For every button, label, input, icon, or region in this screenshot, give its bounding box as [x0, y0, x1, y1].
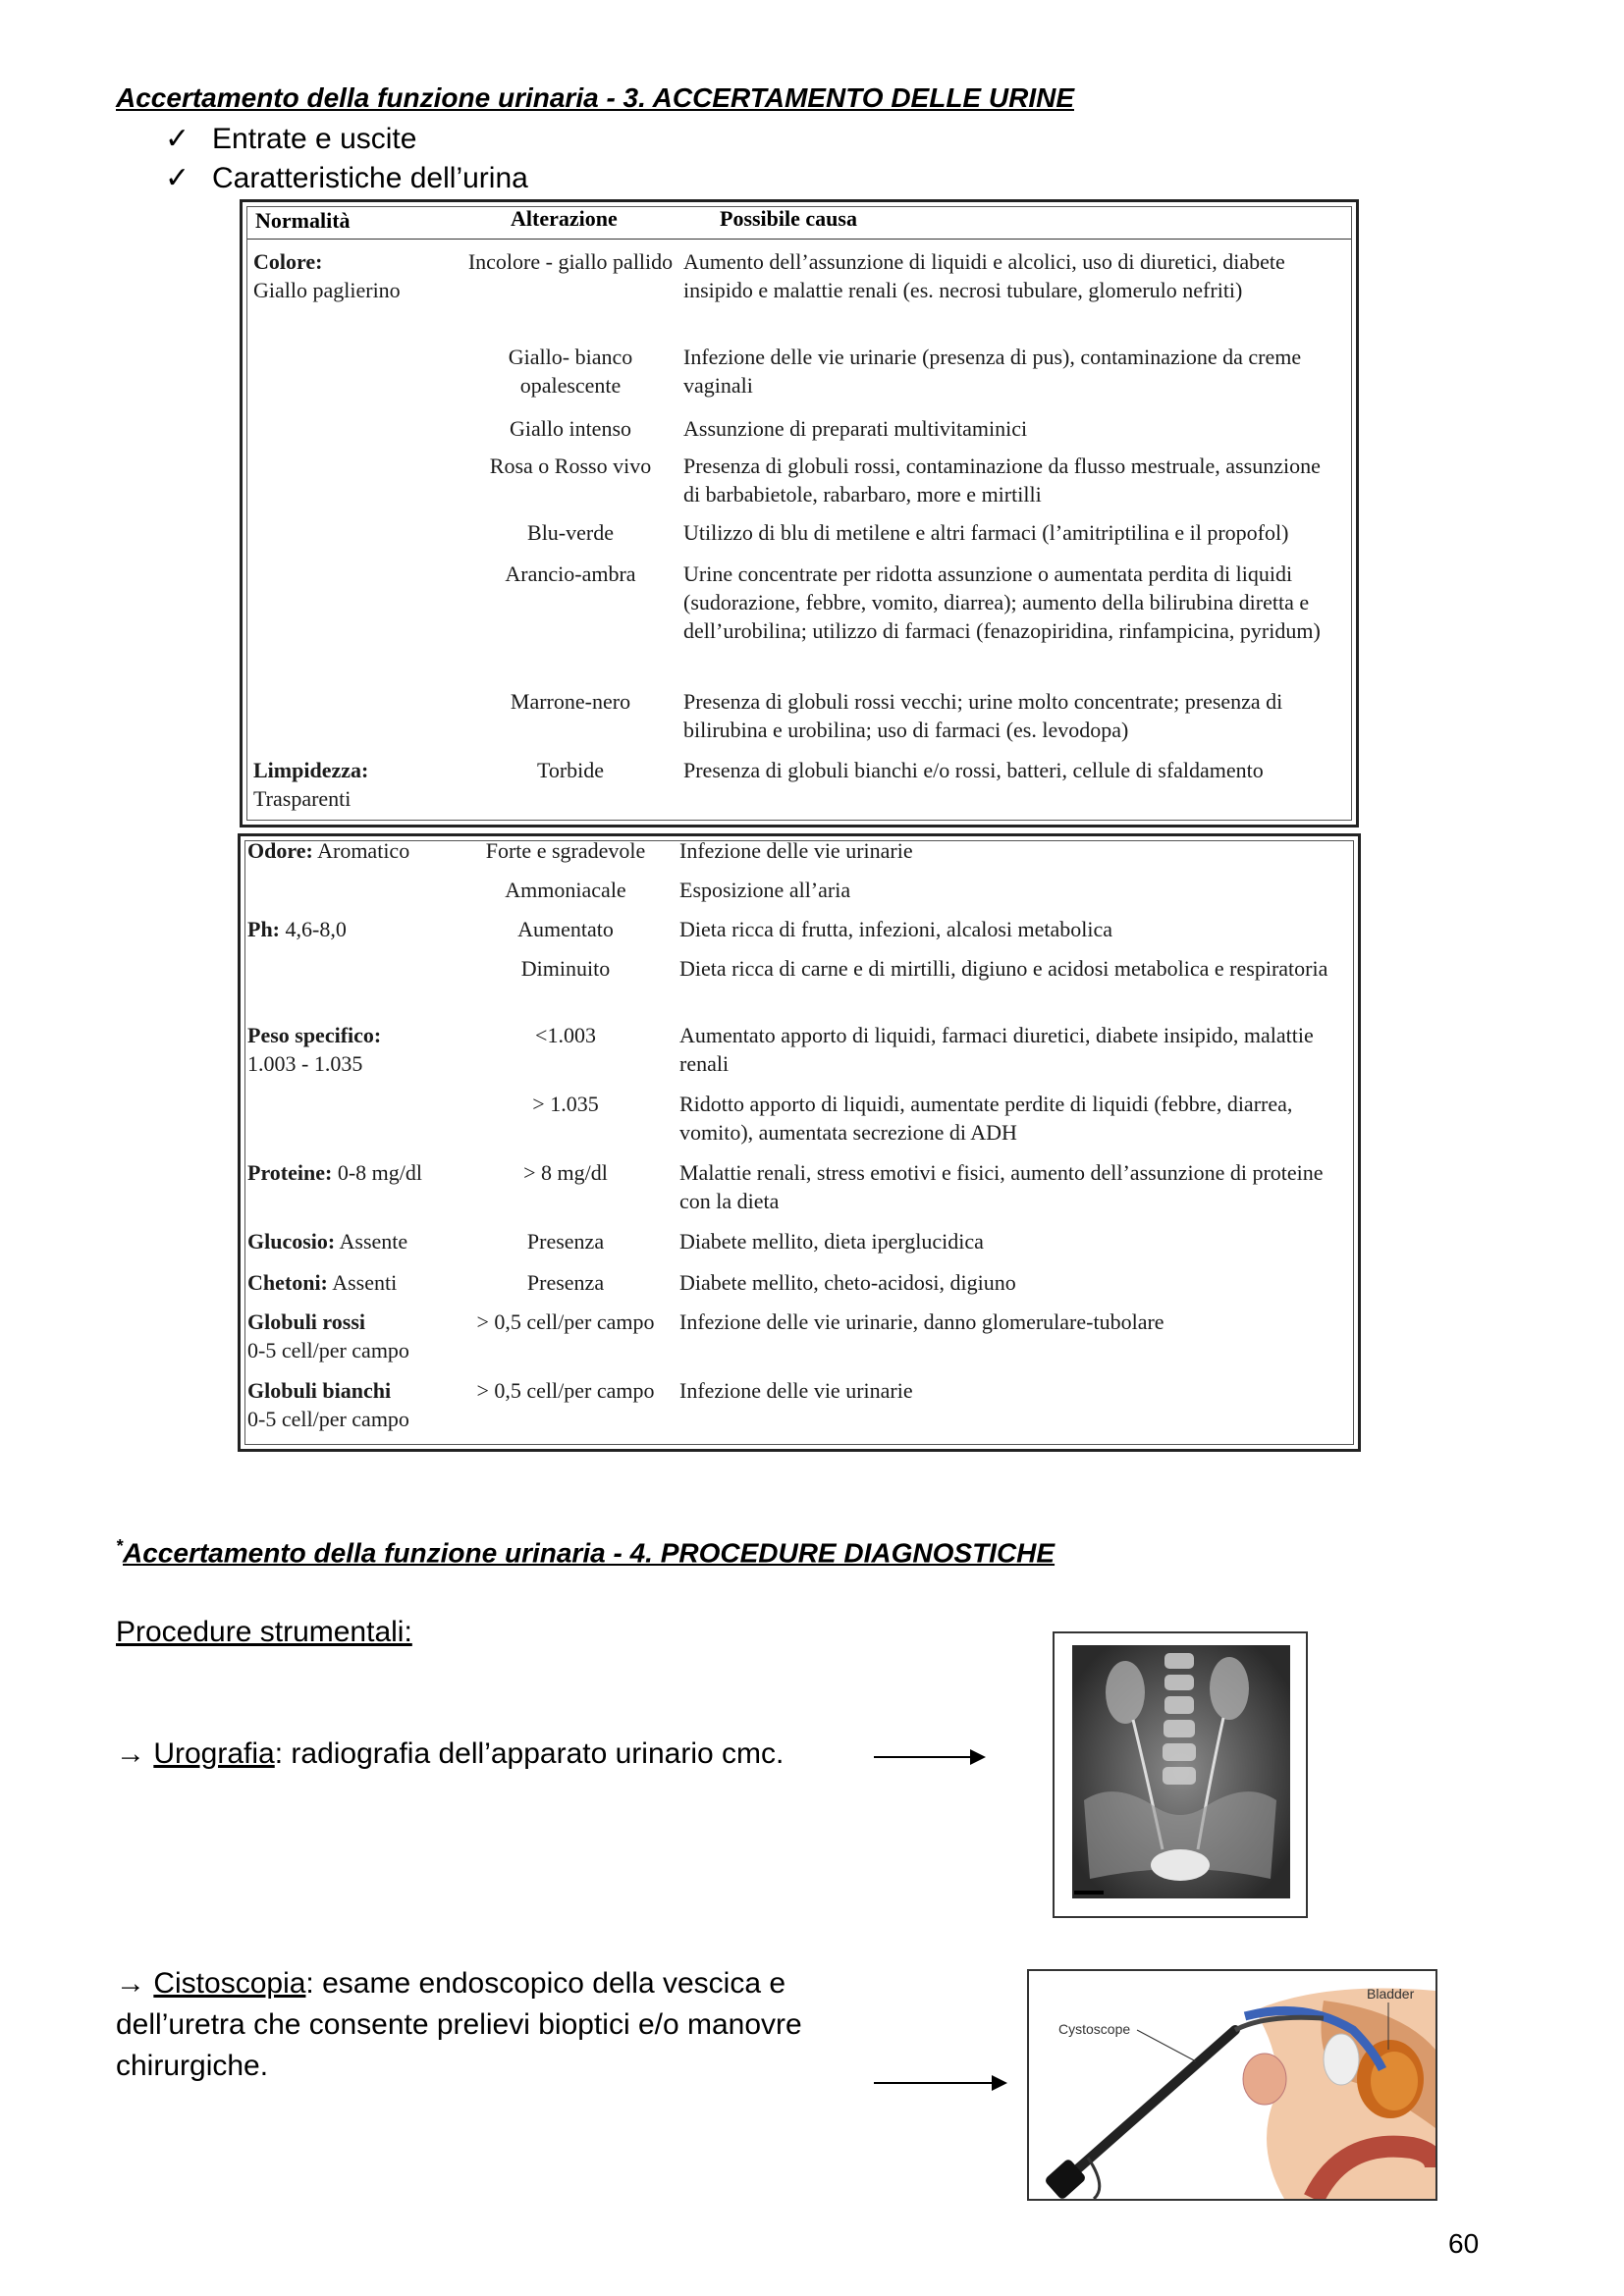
normality-cell	[253, 247, 450, 304]
alteration-cell: Giallo intenso	[509, 416, 632, 441]
bullet-item	[165, 122, 416, 156]
section-3-title: Accertamento della funzione urinaria - 3. ACCERTAMENTO DELLE URINE	[116, 82, 1074, 113]
cistoscopia-desc-1: : esame endoscopico della vescica e	[305, 1967, 786, 2000]
arrow-right-icon: →	[116, 1967, 145, 2000]
header-alterazione: Alterazione	[511, 206, 618, 231]
cystoscopy-illustration	[1029, 1971, 1435, 2199]
cause-cell: Aumentato apporto di liquidi, farmaci diuretici, diabete insipido, malattie renali	[679, 1023, 1314, 1076]
bullet-item	[165, 161, 528, 195]
urography-xray-image	[1053, 1631, 1308, 1918]
arrow-right-icon	[970, 1749, 986, 1765]
cistoscopia-desc-2: dell’uretra che consente prelievi bioptici e/o manovre	[116, 2008, 802, 2041]
section-4-title: Accertamento della funzione urinaria - 4. PROCEDURE DIAGNOSTICHE	[123, 1537, 1056, 1569]
cause-cell: Dieta ricca di carne e di mirtilli, digiuno e acidosi metabolica e respiratoria	[679, 956, 1328, 981]
cause-cell: Diabete mellito, cheto-acidosi, digiuno	[679, 1270, 1016, 1295]
checkmark-icon: ✓	[165, 123, 190, 155]
normality-label: Globuli bianchi	[247, 1378, 392, 1403]
normality-value: 0-5 cell/per campo	[247, 1338, 409, 1362]
alteration-cell: Marrone-nero	[510, 689, 631, 714]
normality-label: Glucosio:	[247, 1229, 336, 1254]
cause-cell: Utilizzo di blu di metilene e altri farmaci (l’amitriptilina e il propofol)	[683, 520, 1289, 545]
normality-cell	[247, 836, 454, 865]
header-divider	[247, 239, 1351, 240]
bullet-text: Entrate e uscite	[212, 123, 417, 155]
normality-value: Giallo paglierino	[253, 278, 401, 302]
normality-value: 0-8 mg/dl	[337, 1160, 423, 1185]
normality-label: Chetoni:	[247, 1270, 328, 1295]
cause-cell: Presenza di globuli rossi vecchi; urine molto concentrate; presenza di bilirubina e urobilina; uso di farmaci (es. levodopa)	[683, 689, 1283, 742]
normality-value: 0-5 cell/per campo	[247, 1407, 409, 1431]
alteration-cell: Ammoniacale	[505, 878, 626, 902]
urografia-desc: : radiografia dell’apparato urinario cmc.	[274, 1737, 785, 1770]
cause-cell: Presenza di globuli bianchi e/o rossi, batteri, cellule di sfaldamento	[683, 758, 1264, 782]
alteration-cell: Arancio-ambra	[505, 561, 636, 586]
cause-cell: Urine concentrate per ridotta assunzione o aumentata perdita di liquidi (sudorazione, febbre, vomito, diarrea); aumento della bilirubina diretta e dell’urobilina; utilizzo di farmaci (fenazopiridina, rinfampicina, pyridum)	[683, 561, 1321, 643]
alteration-cell: Incolore - giallo pallido	[467, 249, 674, 274]
alteration-cell: Presenza	[526, 1270, 605, 1295]
normality-value: Assente	[339, 1229, 408, 1254]
normality-label: Colore:	[253, 249, 323, 274]
alteration-cell: > 0,5 cell/per campo	[476, 1378, 655, 1403]
cause-cell: Diabete mellito, dieta iperglucidica	[679, 1229, 984, 1254]
normality-label: Proteine:	[247, 1160, 333, 1185]
page-number: 60	[1448, 2228, 1480, 2259]
alteration-cell: <1.003	[535, 1023, 596, 1047]
normality-cell	[253, 756, 450, 813]
normality-cell	[247, 1158, 454, 1187]
bladder-label: Bladder	[1367, 1986, 1415, 2002]
cause-cell: Assunzione di preparati multivitaminici	[683, 416, 1028, 441]
cystoscopy-illustration-image	[1027, 1969, 1437, 2201]
normality-label: Limpidezza:	[253, 758, 369, 782]
arrow-right-icon: →	[116, 1737, 145, 1770]
header-possibile-causa: Possibile causa	[720, 206, 857, 231]
section-4-title-wrapper	[116, 1536, 1055, 1569]
normality-cell	[247, 1308, 454, 1364]
alteration-cell: Diminuito	[520, 956, 611, 981]
normality-cell	[247, 1021, 454, 1078]
cause-cell: Aumento dell’assunzione di liquidi e alcolici, uso di diuretici, diabete insipido e malattie renali (es. necrosi tubulare, glomerulo nefriti)	[683, 249, 1285, 302]
cause-cell: Infezione delle vie urinarie	[679, 838, 913, 863]
alteration-cell: Presenza	[526, 1229, 605, 1254]
normality-value: Assenti	[332, 1270, 398, 1295]
normality-value: 1.003 - 1.035	[247, 1051, 363, 1076]
urografia-line	[116, 1734, 784, 1775]
urografia-pointer-line	[874, 1756, 972, 1758]
cause-cell: Infezione delle vie urinarie, danno glomerulare-tubolare	[679, 1309, 1164, 1334]
procedures-subtitle: Procedure strumentali:	[116, 1616, 412, 1648]
checkmark-icon: ✓	[165, 162, 190, 194]
normality-label: Ph:	[247, 917, 280, 941]
normality-cell	[247, 1227, 454, 1255]
normality-label: Peso specifico:	[247, 1023, 382, 1047]
alteration-cell: Blu-verde	[527, 520, 614, 545]
footnote-star: *	[116, 1536, 124, 1556]
bullet-text: Caratteristiche dell’urina	[212, 162, 528, 194]
normality-label: Odore:	[247, 838, 313, 863]
alteration-cell: Forte e sgradevole	[485, 838, 646, 863]
normality-cell	[247, 1376, 454, 1433]
cistoscopia-line-1	[116, 1963, 785, 2004]
cause-cell: Esposizione all’aria	[679, 878, 851, 902]
alteration-cell: Rosa o Rosso vivo	[489, 454, 652, 478]
cause-cell: Malattie renali, stress emotivi e fisici, aumento dell’assunzione di proteine con la dieta	[679, 1160, 1324, 1213]
alteration-cell: Giallo- bianco opalescente	[508, 345, 633, 398]
xray-illustration	[1055, 1633, 1306, 1916]
cystoscope-label: Cystoscope	[1058, 2021, 1131, 2037]
normality-cell	[247, 915, 454, 943]
alteration-cell: > 8 mg/dl	[523, 1160, 608, 1185]
alteration-cell: > 1.035	[532, 1092, 599, 1116]
normality-value: 4,6-8,0	[285, 917, 347, 941]
alteration-cell: Aumentato	[517, 917, 614, 941]
header-normalita: Normalità	[255, 208, 351, 233]
cistoscopia-term: Cistoscopia	[153, 1967, 306, 2000]
cistoscopia-pointer-line	[874, 2082, 994, 2084]
normality-value: Aromatico	[317, 838, 410, 863]
alteration-cell: > 0,5 cell/per campo	[476, 1309, 655, 1334]
alteration-cell: Torbide	[536, 758, 605, 782]
cause-cell: Dieta ricca di frutta, infezioni, alcalosi metabolica	[679, 917, 1113, 941]
cause-cell: Ridotto apporto di liquidi, aumentate perdite di liquidi (febbre, diarrea, vomito), aumentata secrezione di ADH	[679, 1092, 1293, 1145]
cause-cell: Infezione delle vie urinarie (presenza di pus), contaminazione da creme vaginali	[683, 345, 1302, 398]
normality-value: Trasparenti	[253, 786, 352, 811]
cistoscopia-desc-3: chirurgiche.	[116, 2050, 269, 2082]
normality-cell	[247, 1268, 454, 1297]
urografia-term: Urografia	[153, 1737, 275, 1770]
normality-label: Globuli rossi	[247, 1309, 366, 1334]
arrow-right-icon	[992, 2075, 1007, 2091]
cause-cell: Presenza di globuli rossi, contaminazione da flusso mestruale, assunzione di barbabietole, rabarbaro, more e mirtilli	[683, 454, 1321, 507]
cause-cell: Infezione delle vie urinarie	[679, 1378, 913, 1403]
